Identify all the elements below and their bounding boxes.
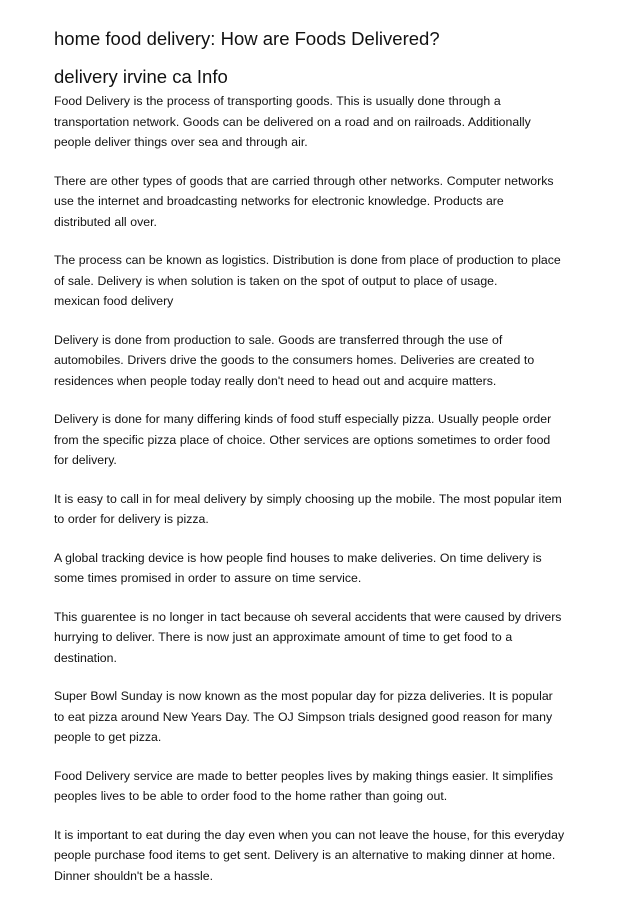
document-title: home food delivery: How are Foods Delivered? — [54, 28, 440, 49]
paragraph — [54, 250, 602, 312]
paragraph-line: people to get pizza. — [54, 730, 162, 744]
paragraph-line: from the specific pizza place of choice. Other services are options sometimes to order food — [54, 432, 551, 447]
paragraph-line: automobiles. Drivers drive the goods to the consumers homes. Deliveries are created to — [54, 353, 535, 367]
paragraph-line: distributed all over. — [54, 214, 157, 229]
paragraph — [54, 489, 602, 530]
paragraph — [54, 330, 602, 392]
paragraph — [54, 607, 602, 669]
paragraph-line: Food Delivery service are made to better peoples lives by making things easier. It simplifies — [54, 768, 553, 783]
paragraph — [54, 766, 602, 807]
paragraph-line: There are other types of goods that are carried through other networks. Computer networks — [54, 173, 554, 188]
paragraph-line: Super Bowl Sunday is now known as the most popular day for pizza deliveries. It is popular — [54, 689, 553, 703]
paragraph-line: A global tracking device is how people find houses to make deliveries. On time delivery is — [54, 550, 542, 565]
paragraph-line: residences when people today really don't need to head out and acquire matters. — [54, 373, 497, 388]
paragraph-line: It is important to eat during the day even when you can not leave the house, for this everyday — [54, 827, 565, 842]
paragraph-line: destination. — [54, 650, 117, 665]
paragraph-line: to eat pizza around New Years Day. The OJ Simpson trials designed good reason for many — [54, 709, 553, 724]
paragraph-line: for delivery. — [54, 453, 117, 467]
paragraph-line: It is easy to call in for meal delivery by simply choosing up the mobile. The most popular item — [54, 491, 562, 506]
paragraph-line: to order for delivery is pizza. — [54, 512, 209, 526]
paragraph — [54, 91, 602, 153]
paragraph-line: hurrying to deliver. There is now just an approximate amount of time to get food to a — [54, 630, 513, 644]
paragraph-line: peoples lives to be able to order food to the home rather than going out. — [54, 789, 448, 803]
document-subtitle: delivery irvine ca Info — [54, 66, 228, 87]
document-page — [54, 28, 602, 904]
paragraph-line: The process can be known as logistics. Distribution is done from place of production to place — [54, 253, 561, 267]
paragraph-line: Delivery is done for many differing kinds of food stuff especially pizza. Usually people order — [54, 412, 552, 426]
paragraph — [54, 171, 602, 233]
paragraph — [54, 548, 602, 589]
paragraph-line: Delivery is done from production to sale. Goods are transferred through the use of — [54, 332, 503, 347]
paragraph-line: of sale. Delivery is when solution is taken on the spot of output to place of usage. — [54, 273, 498, 288]
paragraph-line: Food Delivery is the process of transporting goods. This is usually done through a — [54, 94, 501, 108]
paragraph-line: mexican food delivery — [54, 294, 174, 308]
paragraph-line: people purchase food items to get sent. Delivery is an alternative to making dinner at home. — [54, 848, 556, 862]
paragraph — [54, 825, 602, 887]
document-body — [54, 91, 602, 886]
paragraph-line: some times promised in order to assure on time service. — [54, 571, 362, 585]
paragraph — [54, 686, 602, 748]
paragraph-line: use the internet and broadcasting networks for electronic knowledge. Products are — [54, 194, 504, 208]
paragraph — [54, 409, 602, 471]
paragraph-line: transportation network. Goods can be delivered on a road and on railroads. Additionally — [54, 114, 531, 129]
paragraph-line: Dinner shouldn't be a hassle. — [54, 868, 214, 883]
paragraph-line: This guarentee is no longer in tact because oh several accidents that were caused by drivers — [54, 609, 562, 624]
paragraph-line: people deliver things over sea and through air. — [54, 135, 308, 149]
